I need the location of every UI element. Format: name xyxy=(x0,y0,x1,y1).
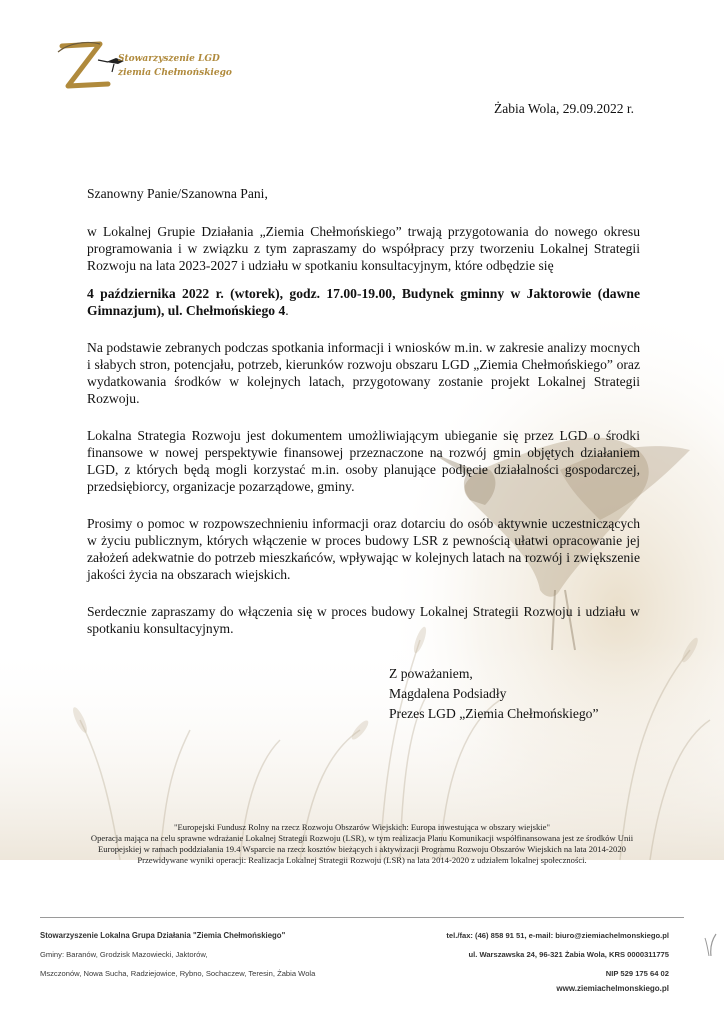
signature-block xyxy=(389,664,599,724)
paragraph-meeting-details xyxy=(87,285,640,319)
logo-line-1: Stowarzyszenie LGD xyxy=(118,54,220,64)
footer-right xyxy=(446,926,669,983)
greeting: Szanowny Panie/Szanowna Pani, xyxy=(87,186,268,201)
logo-line-2: ziemia Chełmońskiego xyxy=(118,68,232,78)
funding-slogan: "Europejski Fundusz Rolny na rzecz Rozwoju Obszarów Wiejskich: Europa inwestująca w obszary wiejskie" xyxy=(174,822,550,832)
salutation: Z poważaniem, xyxy=(389,666,473,681)
funding-text: Operacja mająca na celu sprawne wdrażanie Lokalnej Strategii Rozwoju (LSR), w tym realizacja Planu Komunikacji współfinansowana jest ze środków Unii Europejskiej w ramach poddziałania 19.4 Wsparcie na rzecz kosztów bieżących i aktywizacji Programu Rozwoju Obszarów Wiejskich na lata 2014-2020 Przewidywane wyniki operacji: Realizacja Lokalnej Strategii Rozwoju (LSR) na lata 2014-2020 z udziałem lokalnej społeczności. xyxy=(90,833,634,865)
signatory-name: Magdalena Podsiadły xyxy=(389,686,507,701)
footer-address: ul. Warszawska 24, 96-321 Żabia Wola, KRS 0000311775 xyxy=(468,950,669,959)
paragraph-analysis: Na podstawie zebranych podczas spotkania informacji i wniosków m.in. w zakresie analizy mocnych i słabych stron, potencjału, potrzeb, kierunków rozwoju obszaru LGD „Ziemia Chełmońskiego” oraz wydatkowania środków w kolejnych latach, przygotowany zostanie projekt Lokalnej Strategii Rozwoju. xyxy=(87,340,640,406)
footer-contact: tel./fax: (46) 858 91 51, e-mail: biuro@ziemiachelmonskiego.pl xyxy=(446,931,669,940)
reed-icon xyxy=(704,932,718,956)
footer-website: www.ziemiachelmonskiego.pl xyxy=(556,984,669,993)
footer-org-name: Stowarzyszenie Lokalna Grupa Działania "Ziemia Chełmońskiego" xyxy=(40,931,286,940)
footer-nip: NIP 529 175 64 02 xyxy=(605,969,669,978)
footer-gminy-2: Mszczonów, Nowa Sucha, Radziejowice, Rybno, Sochaczew, Teresin, Żabia Wola xyxy=(40,969,316,978)
footer-gminy-1: Gminy: Baranów, Grodzisk Mazowiecki, Jaktorów, xyxy=(40,950,208,959)
meeting-details-end: . xyxy=(285,303,289,318)
paragraph-strategy: Lokalna Strategia Rozwoju jest dokumentem umożliwiającym ubieganie się przez LGD o środki finansowe w nowej perspektywie finansowej przeznaczone na rozwój gmin objętych działaniem LGD, z których będą mogli korzystać m.in. osoby planujące podjęcie działalności gospodarczej, przedsiębiorcy, organizacje pozarządowe, gminy. xyxy=(87,428,640,494)
letter-body xyxy=(87,185,640,637)
meeting-details: 4 października 2022 r. (wtorek), godz. 17.00-19.00, Budynek gminny w Jaktorowie (dawne Gimnazjum), ul. Chełmońskiego 4 xyxy=(87,286,640,318)
funding-note xyxy=(82,822,642,866)
letter-date: Żabia Wola, 29.09.2022 r. xyxy=(493,101,634,116)
paragraph-request: Prosimy o pomoc w rozpowszechnieniu informacji oraz dotarciu do osób aktywnie uczestniczących w życiu publicznym, których włączenie w proces budowy LSR z pewnością ułatwi opracowanie jej założeń adekwatnie do potrzeb mieszkańców, wpływając w kolejnych latach na rozwój i zwiększenie jakości życia na obszarach wiejskich. xyxy=(87,516,640,582)
footer-divider xyxy=(40,917,684,918)
paragraph-invitation: w Lokalnej Grupie Działania „Ziemia Chełmońskiego” trwają przygotowania do nowego okresu programowania i w związku z tym zapraszamy do współpracy przy tworzeniu Lokalnej Strategii Rozwoju na lata 2023-2027 i udziału w spotkaniu konsultacyjnym, które odbędzie się xyxy=(87,224,640,273)
signatory-title: Prezes LGD „Ziemia Chełmońskiego” xyxy=(389,706,599,721)
paragraph-closing-invite: Serdecznie zapraszamy do włączenia się w proces budowy Lokalnej Strategii Rozwoju i udziału w spotkaniu konsultacyjnym. xyxy=(87,604,640,636)
footer-left xyxy=(40,926,315,983)
logo-text xyxy=(118,52,232,80)
